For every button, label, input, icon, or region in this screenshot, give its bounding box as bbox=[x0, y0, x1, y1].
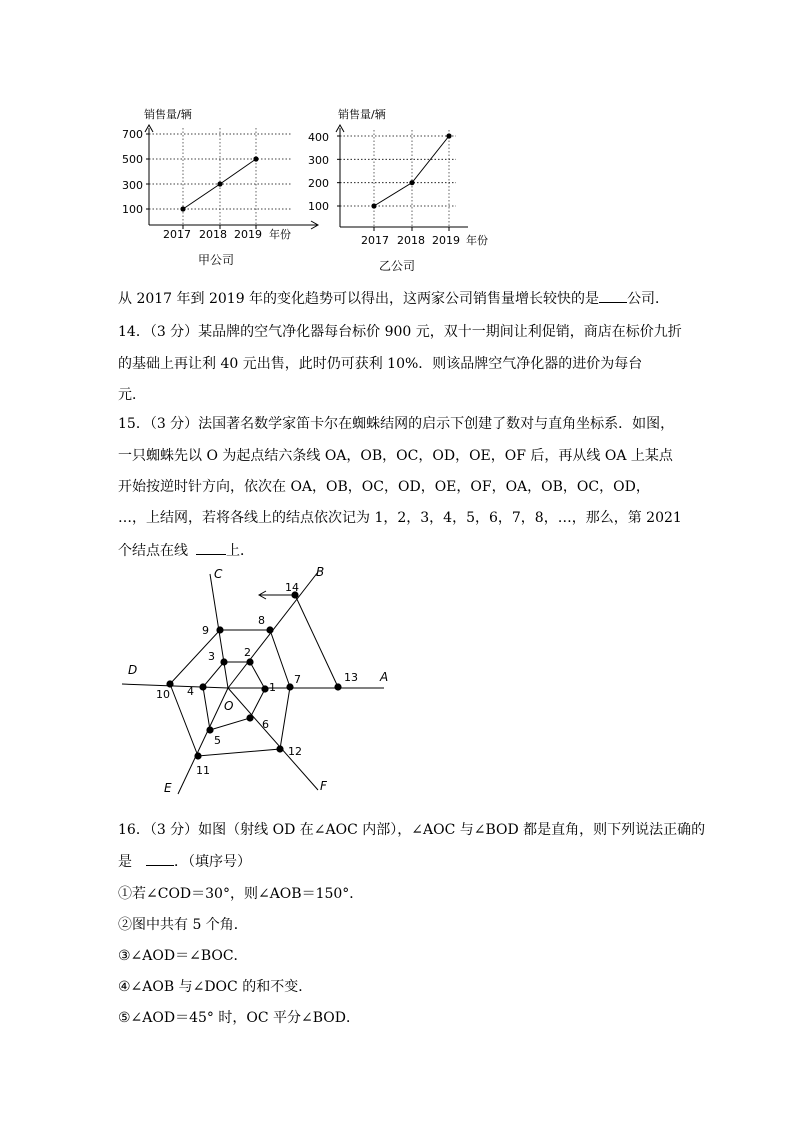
x-tick: 2019 bbox=[432, 234, 460, 247]
q13-pre: 从 2017 年到 2019 年的变化趋势可以得出，这两家公司销售量增长较快的是 bbox=[118, 291, 600, 307]
series-line bbox=[374, 136, 449, 206]
q13-post: 公司． bbox=[627, 291, 670, 307]
web-node bbox=[334, 683, 341, 690]
y-tick: 400 bbox=[308, 131, 329, 144]
q15-post: 上． bbox=[226, 543, 254, 559]
web-node bbox=[246, 658, 253, 665]
node-label: 9 bbox=[202, 624, 209, 637]
node-label: 6 bbox=[262, 718, 269, 731]
q16-option-1: ①若∠COD＝30°，则∠AOB＝150°． bbox=[118, 886, 364, 902]
data-point bbox=[446, 133, 451, 138]
axis-label-A: A bbox=[380, 670, 389, 684]
node-label: 13 bbox=[344, 671, 358, 684]
x-axis-label: 年份 bbox=[466, 234, 488, 247]
x-tick: 2018 bbox=[199, 228, 227, 241]
y-axis-label: 销售量/辆 bbox=[338, 108, 386, 121]
web-ring bbox=[295, 595, 338, 687]
y-tick: 500 bbox=[122, 153, 143, 166]
q15-line-1: 15．（3 分）法国著名数学家笛卡尔在蜘蛛结网的启示下创建了数对与直角坐标系．如图， bbox=[118, 416, 675, 432]
y-tick: 100 bbox=[122, 203, 143, 216]
q13-text bbox=[118, 288, 669, 309]
node-label: 5 bbox=[214, 734, 221, 747]
q14-line-2: 的基础上再让利 40 元出售，此时仍可获利 10%．则该品牌空气净化器的进价为每台 bbox=[118, 356, 643, 372]
axis-label-D: D bbox=[128, 663, 138, 677]
q15-line-2: 一只蜘蛛先以 O 为起点结六条线 OA，OB，OC，OD，OE，OF 后，再从线 OA 上某点 bbox=[118, 448, 673, 464]
node-label: 14 bbox=[285, 581, 299, 594]
x-tick: 2018 bbox=[397, 234, 425, 247]
node-label: 8 bbox=[258, 614, 265, 627]
node-label: 3 bbox=[208, 650, 215, 663]
y-axis-label: 销售量/辆 bbox=[144, 108, 192, 121]
q16-option-3: ③∠AOD＝∠BOC． bbox=[118, 948, 248, 964]
y-tick: 200 bbox=[308, 177, 329, 190]
q16-line-1: 16．（3 分）如图（射线 OD 在∠AOC 内部），∠AOC 与∠BOD 都是直角，则下列说法正确的 bbox=[118, 822, 706, 838]
q14-line-3: 元． bbox=[118, 387, 146, 403]
node-label: 7 bbox=[294, 673, 301, 686]
q16-option-5: ⑤∠AOD＝45° 时，OC 平分∠BOD． bbox=[118, 1010, 360, 1026]
web-node bbox=[166, 680, 173, 687]
data-point bbox=[409, 180, 414, 185]
web-node bbox=[266, 626, 273, 633]
node-label: 10 bbox=[156, 688, 170, 701]
q16-pre: 是 bbox=[118, 854, 132, 870]
chart-title: 乙公司 bbox=[379, 259, 416, 273]
q16-post: ．（填序号） bbox=[174, 854, 251, 870]
y-tick: 100 bbox=[308, 200, 329, 213]
axis-label-B: B bbox=[316, 565, 325, 579]
web-node bbox=[206, 726, 213, 733]
axis-label-E: E bbox=[164, 781, 172, 795]
q15-line-5 bbox=[118, 540, 254, 561]
x-axis-label: 年份 bbox=[269, 228, 291, 241]
y-tick: 700 bbox=[122, 128, 143, 141]
answer-blank[interactable] bbox=[146, 851, 174, 866]
answer-blank[interactable] bbox=[196, 540, 226, 555]
q15-line-3: 开始按逆时针方向，依次在 OA，OB，OC，OD，OE，OF，OA，OB，OC，OD， bbox=[118, 479, 650, 495]
spider-web-figure bbox=[118, 562, 398, 802]
y-tick: 300 bbox=[122, 179, 143, 192]
web-node bbox=[276, 745, 283, 752]
ray-OF bbox=[228, 688, 318, 790]
answer-blank[interactable] bbox=[599, 288, 627, 303]
q15-pre: 个结点在线 bbox=[118, 543, 188, 559]
web-node bbox=[194, 752, 201, 759]
q16-option-2: ②图中共有 5 个角． bbox=[118, 917, 248, 933]
web-node bbox=[220, 658, 227, 665]
web-node bbox=[199, 683, 206, 690]
node-label: 2 bbox=[244, 646, 251, 659]
web-node bbox=[216, 626, 223, 633]
chart-yi bbox=[308, 100, 538, 284]
data-point bbox=[371, 203, 376, 208]
x-tick: 2017 bbox=[361, 234, 389, 247]
q16-line-2 bbox=[118, 851, 251, 872]
chart-title: 甲公司 bbox=[198, 253, 235, 267]
node-label: 1 bbox=[269, 681, 276, 694]
data-point bbox=[253, 156, 258, 161]
q15-line-4: …，上结网，若将各线上的结点依次记为 1，2，3，4，5，6，7，8，…，那么，第 2021 bbox=[118, 510, 682, 526]
axis-label-F: F bbox=[320, 779, 327, 793]
q14-line-1: 14．（3 分）某品牌的空气净化器每台标价 900 元，双十一期间让利促销，商店在标价九折 bbox=[118, 324, 682, 340]
data-point bbox=[217, 181, 222, 186]
web-node bbox=[286, 683, 293, 690]
web-node bbox=[246, 714, 253, 721]
ray-OD bbox=[122, 684, 228, 688]
q16-option-4: ④∠AOB 与∠DOC 的和不变． bbox=[118, 979, 313, 995]
web-node bbox=[261, 685, 268, 692]
x-tick: 2017 bbox=[163, 228, 191, 241]
node-label: 12 bbox=[288, 745, 302, 758]
origin-label: O bbox=[224, 699, 234, 713]
axis-label-C: C bbox=[214, 567, 223, 581]
node-label: 11 bbox=[196, 764, 210, 777]
x-tick: 2019 bbox=[234, 228, 262, 241]
node-label: 4 bbox=[187, 685, 194, 698]
y-tick: 300 bbox=[308, 154, 329, 167]
data-point bbox=[180, 206, 185, 211]
